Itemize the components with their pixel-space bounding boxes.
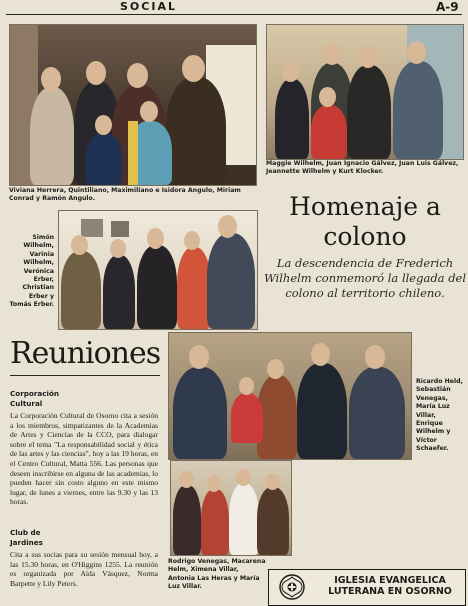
club-jardines-body: Cita a sus socias para su sesión mensual hoy, a las 15.30 horas, en O'Higgins 1255. La reunión es organizada por Aída Vásquez, Norma Barpette y Lily Peters. [10,550,158,588]
caption-family-villar: Rodrigo Venegas, Macarena Helm, Ximena Villar, Antonia Las Heras y María Luz Villar. [168,558,266,591]
caption-family-angulo: Viviana Herrera, Quintiliano, Maximiliano e Isidora Angulo, Miriam Conrad y Ramón Angulo. [9,187,241,203]
article-subhead: La descendencia de Frederich Wilhelm conmemoró la llegada del colono al territorio chileno. [263,256,467,300]
photo-family-villar [170,460,292,556]
section-label: SOCIAL [120,0,177,13]
corporacion-body: La Corporación Cultural de Osorno cita a sesión a los miembros, simpatizantes de la Academias de Artes y Ciencias de la CCO, para dialogar sobre el tema "La responsabilidad social y ética de las artes y las ciencias", hoy a las 19 horas, en el Centro Cultural, Matta 556. Las personas que deseen inscribirse en alguna de las academias, lo pueden hacer sin costo alguno en este mismo lugar, de lunes a viernes, entre las 9.30 y las 13 horas. [10,411,158,507]
header-rule [6,14,462,15]
photo-family-galvez [266,24,464,160]
caption-family-erber: Simón Wilhelm, Varinia Wilhelm, Verónica Erber, Christian Erber y Tomás Erber. [9,234,54,309]
article-headline: Homenaje a colono [289,192,441,251]
caption-family-held: Ricardo Held, Sebastián Venegas, María Luz Villar, Enrique Wilhelm y Víctor Schaefer. [416,378,463,453]
photo-family-venegas [168,332,412,460]
luther-rose-icon [276,574,308,600]
church-ad-title: IGLESIA EVANGELICA LUTERANA EN OSORNO [328,575,452,597]
page-number: A-9 [436,0,459,14]
reuniones-rule [10,375,160,376]
corporacion-heading: Corporación Cultural [10,389,60,408]
reuniones-title: Reuniones [10,336,161,371]
club-jardines-heading: Club de Jardines [10,528,43,547]
photo-family-erber [58,210,258,330]
caption-family-galvez: Maggie Wilhelm, Juan Ignacio Gálvez, Juan Luis Gálvez, Jeannette Wilhelm y Kurt Klocker. [266,160,459,176]
photo-family-angulo [9,24,257,186]
